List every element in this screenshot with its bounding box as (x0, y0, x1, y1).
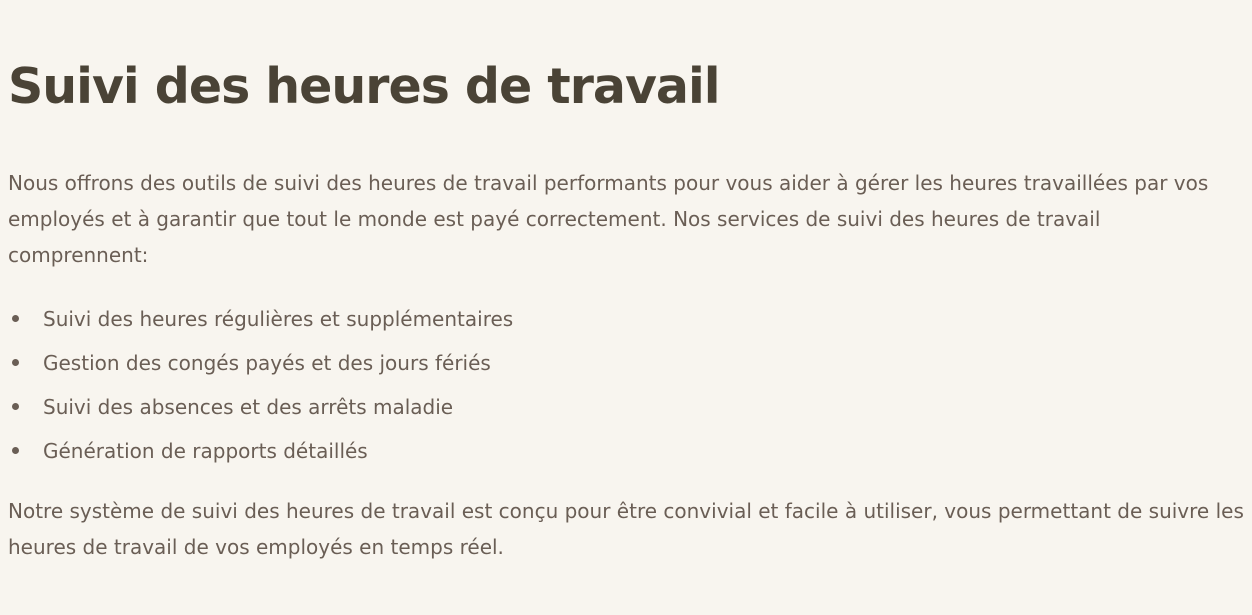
bullet-icon (12, 403, 19, 410)
feature-text: Gestion des congés payés et des jours fériés (43, 351, 491, 375)
list-item (8, 385, 1108, 429)
bullet-icon (12, 447, 19, 454)
intro-paragraph: Nous offrons des outils de suivi des heures de travail performants pour vous aider à gérer les heures travaillées par vos employés et à garantir que tout le monde est payé correctement. Nos services de suivi des heures de travail comprennent: (8, 171, 1209, 267)
list-item (8, 297, 1108, 341)
feature-text: Suivi des absences et des arrêts maladie (43, 395, 454, 419)
bullet-icon (12, 315, 19, 322)
list-item (8, 341, 1108, 385)
feature-text: Génération de rapports détaillés (43, 439, 368, 463)
bullet-icon (12, 359, 19, 366)
list-item (8, 429, 1108, 473)
page-title: Suivi des heures de travail (8, 58, 720, 115)
features-list (8, 297, 1108, 473)
feature-text: Suivi des heures régulières et supplémentaires (43, 307, 514, 331)
outro-paragraph: Notre système de suivi des heures de travail est conçu pour être convivial et facile à utiliser, vous permettant de suivre les heures de travail de vos employés en temps réel. (8, 499, 1244, 559)
